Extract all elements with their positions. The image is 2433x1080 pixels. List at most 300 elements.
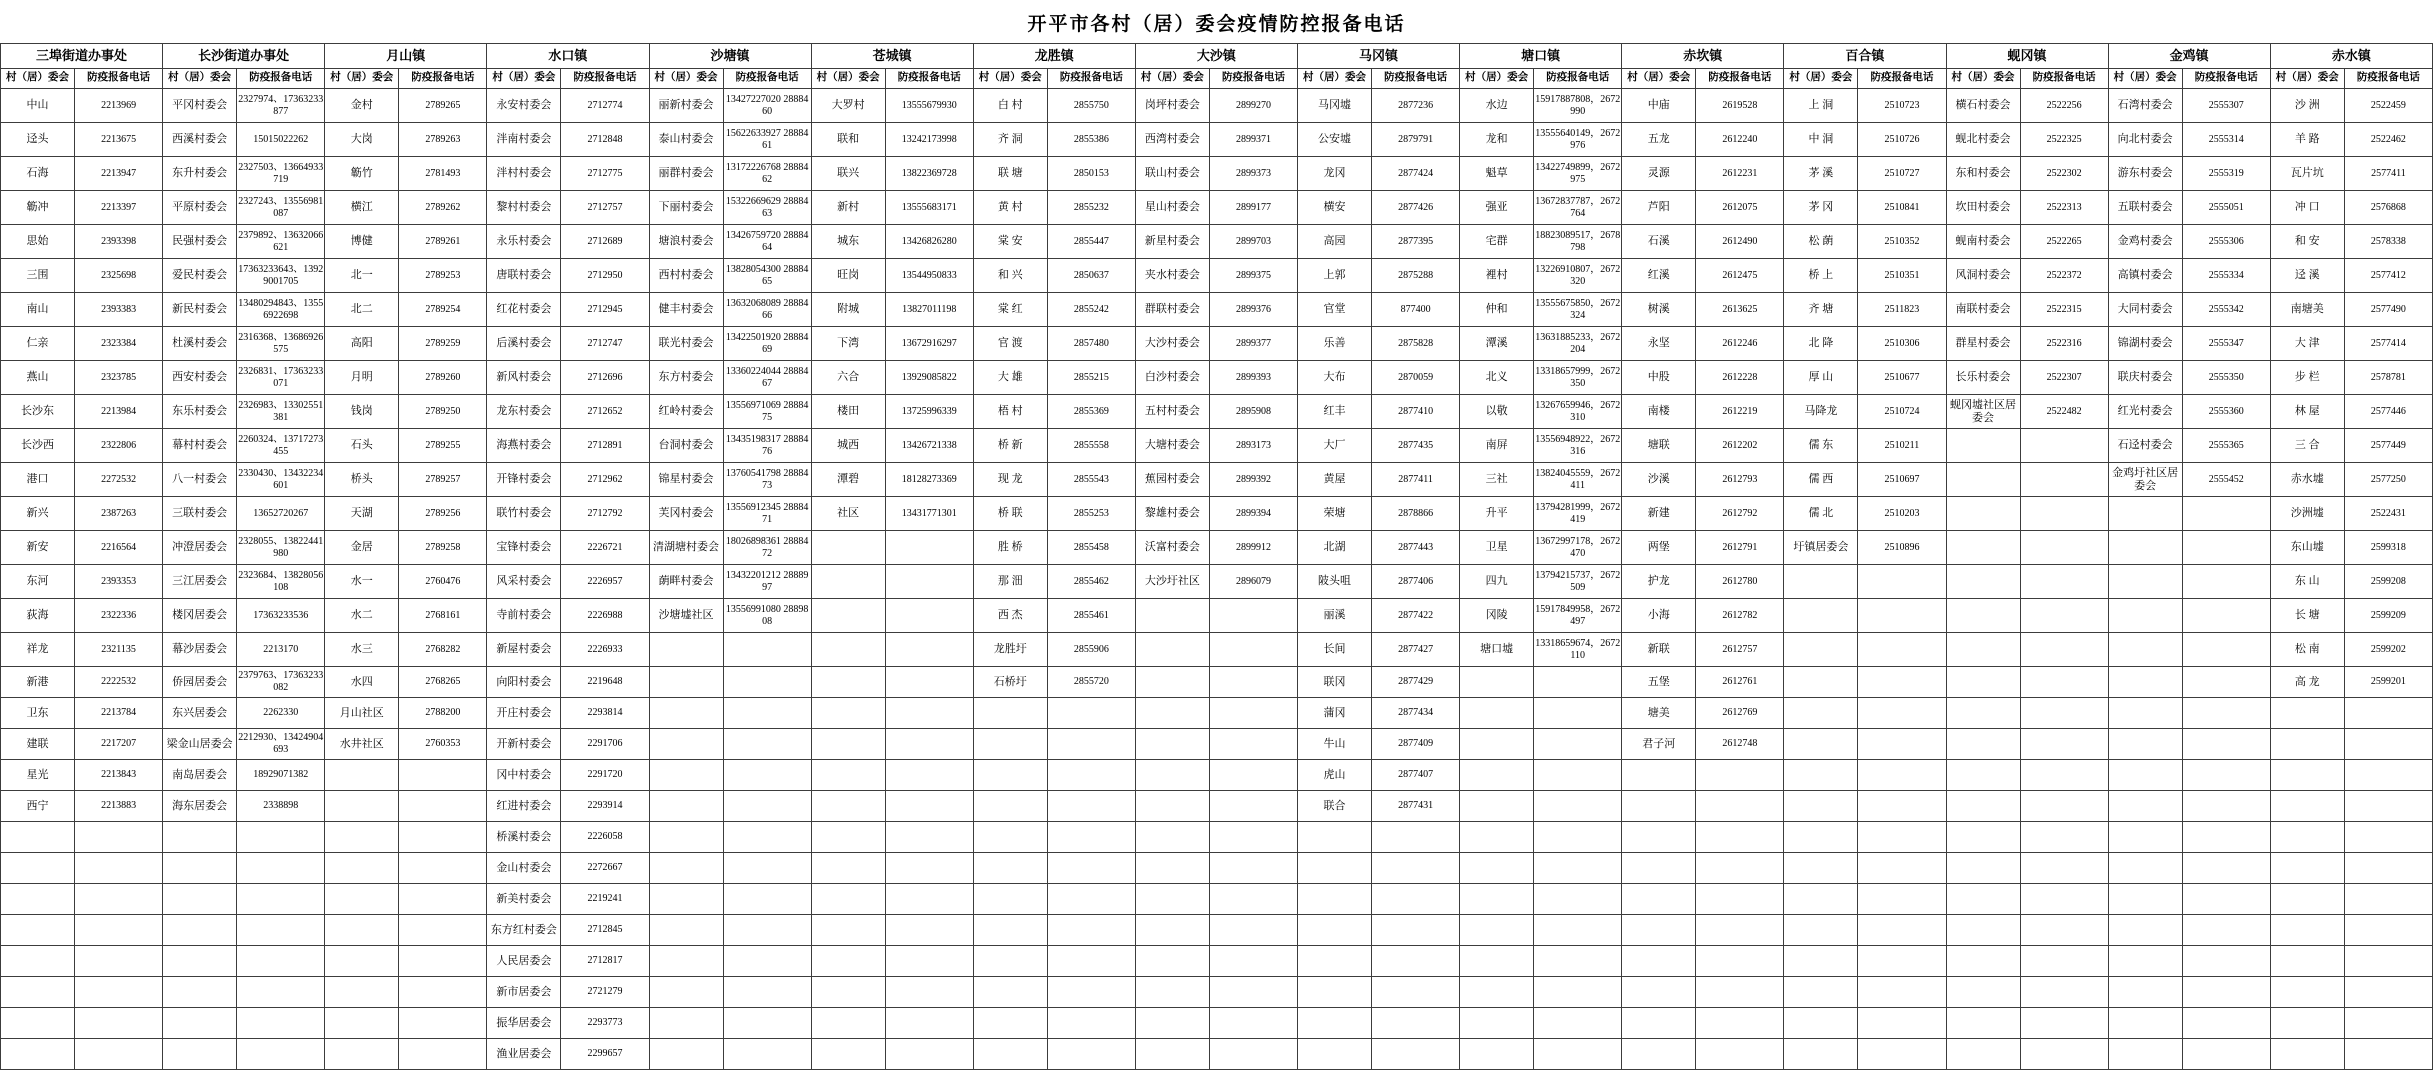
empty-cell xyxy=(2182,884,2270,915)
phone-number-cell: 2877435 xyxy=(1372,429,1460,463)
empty-cell xyxy=(1,1039,75,1070)
empty-cell xyxy=(1135,729,1209,760)
village-name-cell: 那 沺 xyxy=(973,565,1047,599)
empty-cell xyxy=(2270,760,2344,791)
phone-column-header: 防疫报备电话 xyxy=(75,69,163,89)
table-row xyxy=(1,225,2433,259)
phone-number-cell: 13556991080 2889808 xyxy=(723,599,811,633)
empty-cell xyxy=(1460,853,1534,884)
village-name-cell: 五龙 xyxy=(1622,123,1696,157)
village-name-cell: 高 龙 xyxy=(2270,667,2344,698)
empty-cell xyxy=(2344,1039,2432,1070)
empty-cell xyxy=(1858,915,1946,946)
phone-number-cell: 2599318 xyxy=(2344,531,2432,565)
village-name-cell: 开新村委会 xyxy=(487,729,561,760)
empty-cell xyxy=(1047,760,1135,791)
empty-cell xyxy=(1209,633,1297,667)
phone-number-cell: 13672997178，2672470 xyxy=(1534,531,1622,565)
empty-cell xyxy=(811,760,885,791)
empty-cell xyxy=(1047,791,1135,822)
village-name-cell: 金村 xyxy=(325,89,399,123)
empty-cell xyxy=(1696,1008,1784,1039)
empty-cell xyxy=(973,729,1047,760)
empty-cell xyxy=(2344,822,2432,853)
town-group-header: 百合镇 xyxy=(1784,44,1946,69)
village-name-cell: 沙洲墟 xyxy=(2270,497,2344,531)
phone-number-cell: 2577412 xyxy=(2344,259,2432,293)
phone-number-cell: 2272667 xyxy=(561,853,649,884)
village-name-cell: 君子河 xyxy=(1622,729,1696,760)
phone-number-cell: 2899270 xyxy=(1209,89,1297,123)
village-name-cell: 侨园居委会 xyxy=(163,667,237,698)
town-group-header: 沙塘镇 xyxy=(649,44,811,69)
empty-cell xyxy=(2020,946,2108,977)
village-name-cell: 水边 xyxy=(1460,89,1534,123)
phone-number-cell: 2789261 xyxy=(399,225,487,259)
empty-cell xyxy=(1946,884,2020,915)
empty-cell xyxy=(973,822,1047,853)
phone-number-cell: 2855906 xyxy=(1047,633,1135,667)
village-name-cell: 官 渡 xyxy=(973,327,1047,361)
empty-cell xyxy=(163,1008,237,1039)
table-row xyxy=(1,667,2433,698)
village-name-cell: 联和 xyxy=(811,123,885,157)
phone-number-cell: 2712945 xyxy=(561,293,649,327)
empty-cell xyxy=(811,698,885,729)
empty-cell xyxy=(75,977,163,1008)
empty-cell xyxy=(811,946,885,977)
village-name-cell: 塘口墟 xyxy=(1460,633,1534,667)
village-name-cell: 北一 xyxy=(325,259,399,293)
empty-cell xyxy=(2344,698,2432,729)
village-name-cell: 齐 塘 xyxy=(1784,293,1858,327)
phone-number-cell: 2219241 xyxy=(561,884,649,915)
table-row xyxy=(1,395,2433,429)
empty-cell xyxy=(1784,1039,1858,1070)
phone-number-cell: 2577414 xyxy=(2344,327,2432,361)
empty-cell xyxy=(1460,1008,1534,1039)
empty-cell xyxy=(1858,760,1946,791)
empty-cell xyxy=(2020,698,2108,729)
empty-cell xyxy=(1946,853,2020,884)
phone-number-cell: 2299657 xyxy=(561,1039,649,1070)
empty-cell xyxy=(1784,599,1858,633)
village-name-cell: 强亚 xyxy=(1460,191,1534,225)
phone-number-cell: 2712757 xyxy=(561,191,649,225)
village-name-cell: 大 津 xyxy=(2270,327,2344,361)
empty-cell xyxy=(723,698,811,729)
empty-cell xyxy=(885,599,973,633)
village-name-cell: 大岗 xyxy=(325,123,399,157)
empty-cell xyxy=(1209,729,1297,760)
village-name-cell: 西村村委会 xyxy=(649,259,723,293)
empty-cell xyxy=(2020,822,2108,853)
empty-cell xyxy=(2182,633,2270,667)
empty-cell xyxy=(885,729,973,760)
empty-cell xyxy=(1946,463,2020,497)
village-name-cell: 长间 xyxy=(1298,633,1372,667)
village-name-cell: 迳 溪 xyxy=(2270,259,2344,293)
empty-cell xyxy=(1858,977,1946,1008)
empty-cell xyxy=(1858,729,1946,760)
empty-cell xyxy=(1858,853,1946,884)
phone-number-cell: 2577446 xyxy=(2344,395,2432,429)
empty-cell xyxy=(2344,760,2432,791)
empty-cell xyxy=(811,599,885,633)
empty-cell xyxy=(1534,760,1622,791)
village-name-cell: 新建 xyxy=(1622,497,1696,531)
phone-number-cell: 13360224044 2888467 xyxy=(723,361,811,395)
empty-cell xyxy=(649,633,723,667)
empty-cell xyxy=(649,822,723,853)
village-name-cell: 南山 xyxy=(1,293,75,327)
phone-number-cell: 2322336 xyxy=(75,599,163,633)
empty-cell xyxy=(2182,565,2270,599)
empty-cell xyxy=(1298,977,1372,1008)
empty-cell xyxy=(885,1039,973,1070)
village-name-cell: 桥 联 xyxy=(973,497,1047,531)
empty-cell xyxy=(325,884,399,915)
phone-number-cell: 2612246 xyxy=(1696,327,1784,361)
phone-number-cell: 15622633927 2888461 xyxy=(723,123,811,157)
village-name-cell: 瓦片坑 xyxy=(2270,157,2344,191)
phone-number-cell: 13431771301 xyxy=(885,497,973,531)
village-name-cell: 新港 xyxy=(1,667,75,698)
village-name-cell: 迳头 xyxy=(1,123,75,157)
empty-cell xyxy=(1209,760,1297,791)
empty-cell xyxy=(399,946,487,977)
village-name-cell: 东兴居委会 xyxy=(163,698,237,729)
village-name-cell: 新联 xyxy=(1622,633,1696,667)
phone-number-cell: 2612075 xyxy=(1696,191,1784,225)
village-name-cell: 幕村村委会 xyxy=(163,429,237,463)
village-name-cell: 红岭村委会 xyxy=(649,395,723,429)
empty-cell xyxy=(1946,977,2020,1008)
village-name-cell: 五村村委会 xyxy=(1135,395,1209,429)
village-name-cell: 现 龙 xyxy=(973,463,1047,497)
empty-cell xyxy=(237,1039,325,1070)
empty-cell xyxy=(1784,1008,1858,1039)
village-name-cell: 东乐村委会 xyxy=(163,395,237,429)
village-name-cell: 健丰村委会 xyxy=(649,293,723,327)
phone-number-cell: 2522482 xyxy=(2020,395,2108,429)
phone-number-cell: 2877406 xyxy=(1372,565,1460,599)
phone-number-cell: 2555350 xyxy=(2182,361,2270,395)
village-column-header: 村（居）委会 xyxy=(1298,69,1372,89)
phone-number-cell: 2789260 xyxy=(399,361,487,395)
empty-cell xyxy=(1784,853,1858,884)
empty-cell xyxy=(1460,698,1534,729)
empty-cell xyxy=(885,853,973,884)
village-name-cell: 卫东 xyxy=(1,698,75,729)
empty-cell xyxy=(1784,946,1858,977)
phone-number-cell: 2612490 xyxy=(1696,225,1784,259)
village-name-cell: 塘美 xyxy=(1622,698,1696,729)
village-name-cell: 博健 xyxy=(325,225,399,259)
empty-cell xyxy=(163,915,237,946)
empty-cell xyxy=(1135,1039,1209,1070)
empty-cell xyxy=(1696,977,1784,1008)
village-column-header: 村（居）委会 xyxy=(2270,69,2344,89)
phone-number-cell: 2323684、13828056108 xyxy=(237,565,325,599)
phone-number-cell: 17363233643、13929001705 xyxy=(237,259,325,293)
town-group-header: 龙胜镇 xyxy=(973,44,1135,69)
phone-number-cell: 2612792 xyxy=(1696,497,1784,531)
empty-cell xyxy=(399,760,487,791)
village-name-cell: 冈中村委会 xyxy=(487,760,561,791)
empty-cell xyxy=(723,729,811,760)
village-name-cell: 北二 xyxy=(325,293,399,327)
village-name-cell: 大沙圩社区 xyxy=(1135,565,1209,599)
phone-number-cell: 2216564 xyxy=(75,531,163,565)
village-name-cell: 新兴 xyxy=(1,497,75,531)
village-name-cell: 魁草 xyxy=(1460,157,1534,191)
empty-cell xyxy=(325,853,399,884)
phone-number-cell: 13226910807，2672320 xyxy=(1534,259,1622,293)
town-group-header: 金鸡镇 xyxy=(2108,44,2270,69)
phone-number-cell: 13556912345 2888471 xyxy=(723,497,811,531)
village-name-cell: 锦湖村委会 xyxy=(2108,327,2182,361)
phone-column-header: 防疫报备电话 xyxy=(2020,69,2108,89)
phone-number-cell: 2522462 xyxy=(2344,123,2432,157)
phone-number-cell: 2522307 xyxy=(2020,361,2108,395)
empty-cell xyxy=(1784,667,1858,698)
village-name-cell: 赤水墟 xyxy=(2270,463,2344,497)
village-name-cell: 游东村委会 xyxy=(2108,157,2182,191)
empty-cell xyxy=(1298,884,1372,915)
empty-cell xyxy=(885,791,973,822)
phone-column-header: 防疫报备电话 xyxy=(2344,69,2432,89)
village-name-cell: 杜溪村委会 xyxy=(163,327,237,361)
village-name-cell: 思始 xyxy=(1,225,75,259)
village-name-cell: 建联 xyxy=(1,729,75,760)
table-row xyxy=(1,698,2433,729)
phone-column-header: 防疫报备电话 xyxy=(1047,69,1135,89)
empty-cell xyxy=(885,633,973,667)
empty-cell xyxy=(1047,853,1135,884)
phone-number-cell: 13267659946，2672310 xyxy=(1534,395,1622,429)
phone-number-cell: 2510896 xyxy=(1858,531,1946,565)
empty-cell xyxy=(2108,1039,2182,1070)
empty-cell xyxy=(2344,946,2432,977)
village-name-cell: 儒 北 xyxy=(1784,497,1858,531)
empty-cell xyxy=(1784,633,1858,667)
village-name-cell: 小海 xyxy=(1622,599,1696,633)
empty-cell xyxy=(2270,853,2344,884)
village-name-cell: 长沙东 xyxy=(1,395,75,429)
table-body xyxy=(1,89,2433,1070)
village-name-cell: 新村 xyxy=(811,191,885,225)
empty-cell xyxy=(1622,760,1696,791)
phone-number-cell: 2222532 xyxy=(75,667,163,698)
empty-cell xyxy=(2020,884,2108,915)
empty-cell xyxy=(973,884,1047,915)
village-name-cell: 水二 xyxy=(325,599,399,633)
phone-number-cell: 13555683171 xyxy=(885,191,973,225)
village-name-cell: 六合 xyxy=(811,361,885,395)
empty-cell xyxy=(1460,884,1534,915)
empty-cell xyxy=(1622,946,1696,977)
empty-cell xyxy=(2020,463,2108,497)
phone-number-cell: 2855232 xyxy=(1047,191,1135,225)
village-name-cell: 西溪村委会 xyxy=(163,123,237,157)
phone-number-cell: 2577490 xyxy=(2344,293,2432,327)
phone-number-cell: 2855750 xyxy=(1047,89,1135,123)
empty-cell xyxy=(2020,853,2108,884)
village-name-cell: 天湖 xyxy=(325,497,399,531)
phone-number-cell: 13556971069 2888475 xyxy=(723,395,811,429)
village-name-cell: 大沙村委会 xyxy=(1135,327,1209,361)
village-name-cell: 城西 xyxy=(811,429,885,463)
empty-cell xyxy=(1460,760,1534,791)
empty-cell xyxy=(399,1008,487,1039)
phone-number-cell: 13794281999，2672419 xyxy=(1534,497,1622,531)
empty-cell xyxy=(1209,1039,1297,1070)
phone-column-header: 防疫报备电话 xyxy=(1696,69,1784,89)
village-name-cell: 裡村 xyxy=(1460,259,1534,293)
empty-cell xyxy=(1946,1039,2020,1070)
village-name-cell: 西安村委会 xyxy=(163,361,237,395)
empty-cell xyxy=(885,946,973,977)
phone-number-cell: 2612793 xyxy=(1696,463,1784,497)
phone-number-cell: 2213984 xyxy=(75,395,163,429)
empty-cell xyxy=(1135,667,1209,698)
phone-number-cell: 2712775 xyxy=(561,157,649,191)
phone-number-cell: 2226721 xyxy=(561,531,649,565)
phone-number-cell: 2712950 xyxy=(561,259,649,293)
village-name-cell: 石海 xyxy=(1,157,75,191)
empty-cell xyxy=(1696,915,1784,946)
village-name-cell: 联山村委会 xyxy=(1135,157,1209,191)
village-name-cell: 东山墟 xyxy=(2270,531,2344,565)
empty-cell xyxy=(1,853,75,884)
empty-cell xyxy=(2182,760,2270,791)
phone-number-cell: 2788200 xyxy=(399,698,487,729)
phone-number-cell: 2789257 xyxy=(399,463,487,497)
village-name-cell: 横江 xyxy=(325,191,399,225)
phone-number-cell: 2855215 xyxy=(1047,361,1135,395)
empty-cell xyxy=(1209,946,1297,977)
village-name-cell: 中庙 xyxy=(1622,89,1696,123)
phone-column-header: 防疫报备电话 xyxy=(723,69,811,89)
village-name-cell: 树溪 xyxy=(1622,293,1696,327)
empty-cell xyxy=(973,1039,1047,1070)
empty-cell xyxy=(75,884,163,915)
phone-number-cell: 2899912 xyxy=(1209,531,1297,565)
village-name-cell: 龙冈 xyxy=(1298,157,1372,191)
table-row xyxy=(1,822,2433,853)
empty-cell xyxy=(1460,977,1534,1008)
village-name-cell: 西宁 xyxy=(1,791,75,822)
phone-number-cell: 13432201212 2888997 xyxy=(723,565,811,599)
empty-cell xyxy=(2108,946,2182,977)
village-name-cell: 石桥圩 xyxy=(973,667,1047,698)
empty-cell xyxy=(2108,884,2182,915)
table-row xyxy=(1,633,2433,667)
village-name-cell: 公安墟 xyxy=(1298,123,1372,157)
table-row xyxy=(1,293,2433,327)
empty-cell xyxy=(649,698,723,729)
village-name-cell: 唐联村委会 xyxy=(487,259,561,293)
phone-number-cell: 2855543 xyxy=(1047,463,1135,497)
empty-cell xyxy=(2020,977,2108,1008)
phone-number-cell: 17363233536 xyxy=(237,599,325,633)
village-name-cell: 东升村委会 xyxy=(163,157,237,191)
village-name-cell: 牛山 xyxy=(1298,729,1372,760)
village-name-cell: 平原村委会 xyxy=(163,191,237,225)
village-name-cell: 白沙村委会 xyxy=(1135,361,1209,395)
empty-cell xyxy=(1534,946,1622,977)
empty-cell xyxy=(1534,667,1622,698)
phone-number-cell: 2323785 xyxy=(75,361,163,395)
village-name-cell: 五联村委会 xyxy=(2108,191,2182,225)
empty-cell xyxy=(163,884,237,915)
phone-number-cell: 2510352 xyxy=(1858,225,1946,259)
empty-cell xyxy=(1047,1008,1135,1039)
phone-number-cell: 13760541798 2888473 xyxy=(723,463,811,497)
village-name-cell: 新屋村委会 xyxy=(487,633,561,667)
empty-cell xyxy=(237,915,325,946)
phone-number-cell: 2555334 xyxy=(2182,259,2270,293)
empty-cell xyxy=(2108,599,2182,633)
phone-number-cell: 13318657999，2672350 xyxy=(1534,361,1622,395)
village-name-cell: 北义 xyxy=(1460,361,1534,395)
empty-cell xyxy=(399,822,487,853)
phone-column-header: 防疫报备电话 xyxy=(399,69,487,89)
empty-cell xyxy=(399,853,487,884)
village-name-cell: 马冈墟 xyxy=(1298,89,1372,123)
empty-cell xyxy=(2344,791,2432,822)
village-name-cell: 渔业居委会 xyxy=(487,1039,561,1070)
phone-number-cell: 2855447 xyxy=(1047,225,1135,259)
village-name-cell: 荻海 xyxy=(1,599,75,633)
phone-number-cell: 2870059 xyxy=(1372,361,1460,395)
village-name-cell: 松 蓢 xyxy=(1784,225,1858,259)
empty-cell xyxy=(2182,853,2270,884)
table-row xyxy=(1,760,2433,791)
phone-number-cell: 2327243、13556981087 xyxy=(237,191,325,225)
village-name-cell: 高阳 xyxy=(325,327,399,361)
table-row xyxy=(1,531,2433,565)
empty-cell xyxy=(1534,698,1622,729)
empty-cell xyxy=(973,791,1047,822)
empty-cell xyxy=(1622,977,1696,1008)
village-name-cell: 坎田村委会 xyxy=(1946,191,2020,225)
phone-number-cell: 2510726 xyxy=(1858,123,1946,157)
empty-cell xyxy=(1858,599,1946,633)
table-row xyxy=(1,497,2433,531)
table-row xyxy=(1,327,2433,361)
empty-cell xyxy=(1209,977,1297,1008)
village-name-cell: 新星村委会 xyxy=(1135,225,1209,259)
village-name-cell: 水井社区 xyxy=(325,729,399,760)
empty-cell xyxy=(1784,729,1858,760)
phone-number-cell: 2899703 xyxy=(1209,225,1297,259)
phone-number-cell: 2721279 xyxy=(561,977,649,1008)
empty-cell xyxy=(1696,884,1784,915)
empty-cell xyxy=(1946,599,2020,633)
empty-cell xyxy=(811,729,885,760)
empty-cell xyxy=(649,977,723,1008)
phone-number-cell: 2789255 xyxy=(399,429,487,463)
phone-number-cell: 2855242 xyxy=(1047,293,1135,327)
empty-cell xyxy=(2344,1008,2432,1039)
empty-cell xyxy=(1858,565,1946,599)
village-name-cell: 桥 上 xyxy=(1784,259,1858,293)
empty-cell xyxy=(1784,698,1858,729)
phone-number-cell: 2522325 xyxy=(2020,123,2108,157)
empty-cell xyxy=(1946,497,2020,531)
